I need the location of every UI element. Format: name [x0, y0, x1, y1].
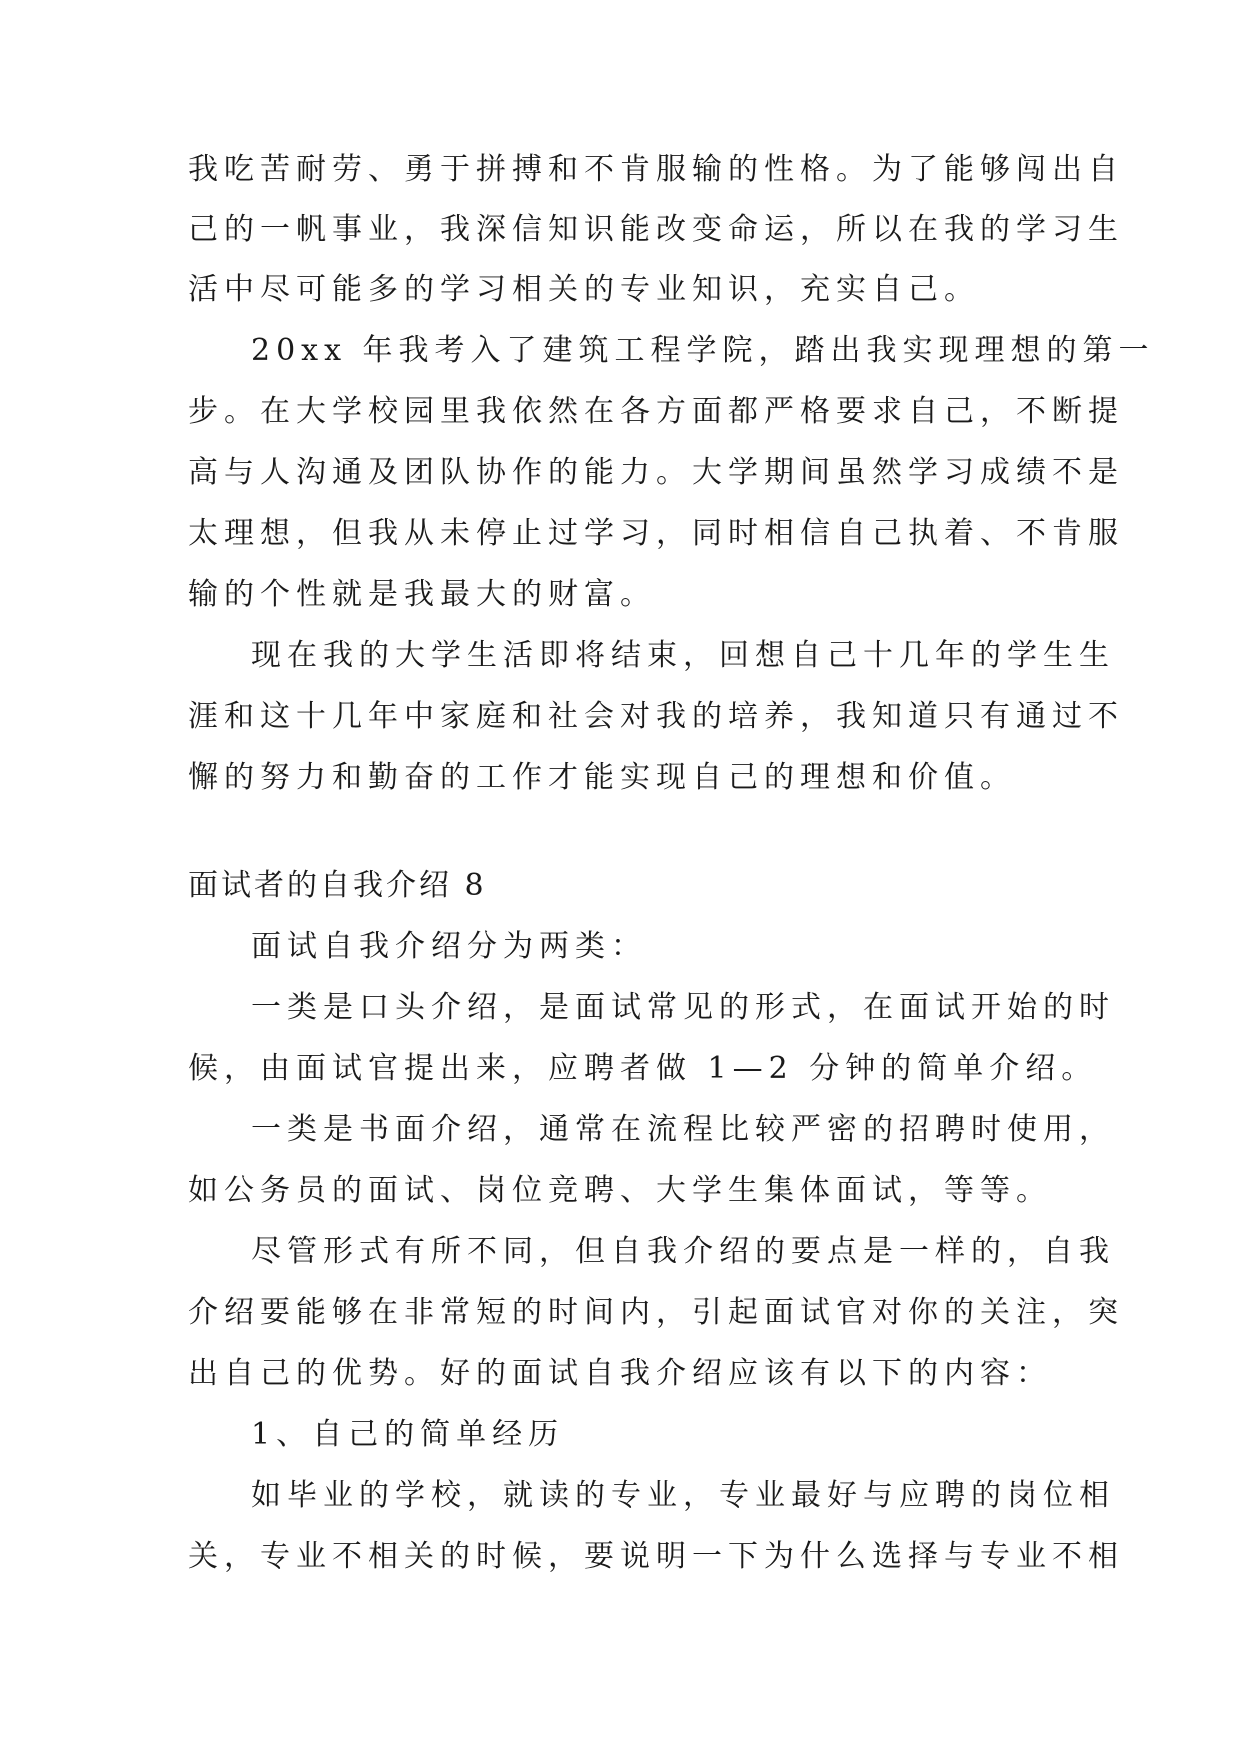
- paragraph-line: 涯和这十几年中家庭和社会对我的培养，我知道只有通过不: [188, 699, 1124, 734]
- paragraph-line: 介绍要能够在非常短的时间内，引起面试官对你的关注，突: [188, 1295, 1124, 1330]
- paragraph-line: 活中尽可能多的学习相关的专业知识，充实自己。: [188, 272, 980, 307]
- paragraph-line: 懈的努力和勤奋的工作才能实现自己的理想和价值。: [188, 760, 1016, 795]
- paragraph-line: 太理想，但我从未停止过学习，同时相信自己执着、不肯服: [188, 516, 1124, 551]
- paragraph-line: 出自己的优势。好的面试自我介绍应该有以下的内容：: [188, 1356, 1052, 1391]
- paragraph-line: 如公务员的面试、岗位竞聘、大学生集体面试，等等。: [188, 1173, 1052, 1208]
- paragraph-line: 如毕业的学校，就读的专业，专业最好与应聘的岗位相: [251, 1478, 1115, 1513]
- section-heading: 面试者的自我介绍 8: [188, 868, 487, 903]
- paragraph-line: 候，由面试官提出来，应聘者做 1—2 分钟的简单介绍。: [188, 1051, 1098, 1086]
- paragraph-line: 面试自我介绍分为两类：: [251, 929, 647, 964]
- paragraph-line: 己的一帆事业，我深信知识能改变命运，所以在我的学习生: [188, 212, 1124, 247]
- paragraph-line: 高与人沟通及团队协作的能力。大学期间虽然学习成绩不是: [188, 455, 1124, 490]
- paragraph-line: 一类是书面介绍，通常在流程比较严密的招聘时使用，: [251, 1112, 1115, 1147]
- paragraph-line: 尽管形式有所不同，但自我介绍的要点是一样的，自我: [251, 1234, 1115, 1269]
- list-item-heading: 1、自己的简单经历: [251, 1417, 565, 1452]
- paragraph-line: 我吃苦耐劳、勇于拼搏和不肯服输的性格。为了能够闯出自: [188, 152, 1124, 187]
- paragraph-line: 20xx 年我考入了建筑工程学院，踏出我实现理想的第一: [251, 333, 1155, 368]
- paragraph-line: 一类是口头介绍，是面试常见的形式，在面试开始的时: [251, 990, 1115, 1025]
- paragraph-line: 关，专业不相关的时候，要说明一下为什么选择与专业不相: [188, 1539, 1124, 1574]
- paragraph-line: 输的个性就是我最大的财富。: [188, 577, 656, 612]
- paragraph-line: 现在我的大学生活即将结束，回想自己十几年的学生生: [251, 638, 1115, 673]
- paragraph-line: 步。在大学校园里我依然在各方面都严格要求自己，不断提: [188, 394, 1124, 429]
